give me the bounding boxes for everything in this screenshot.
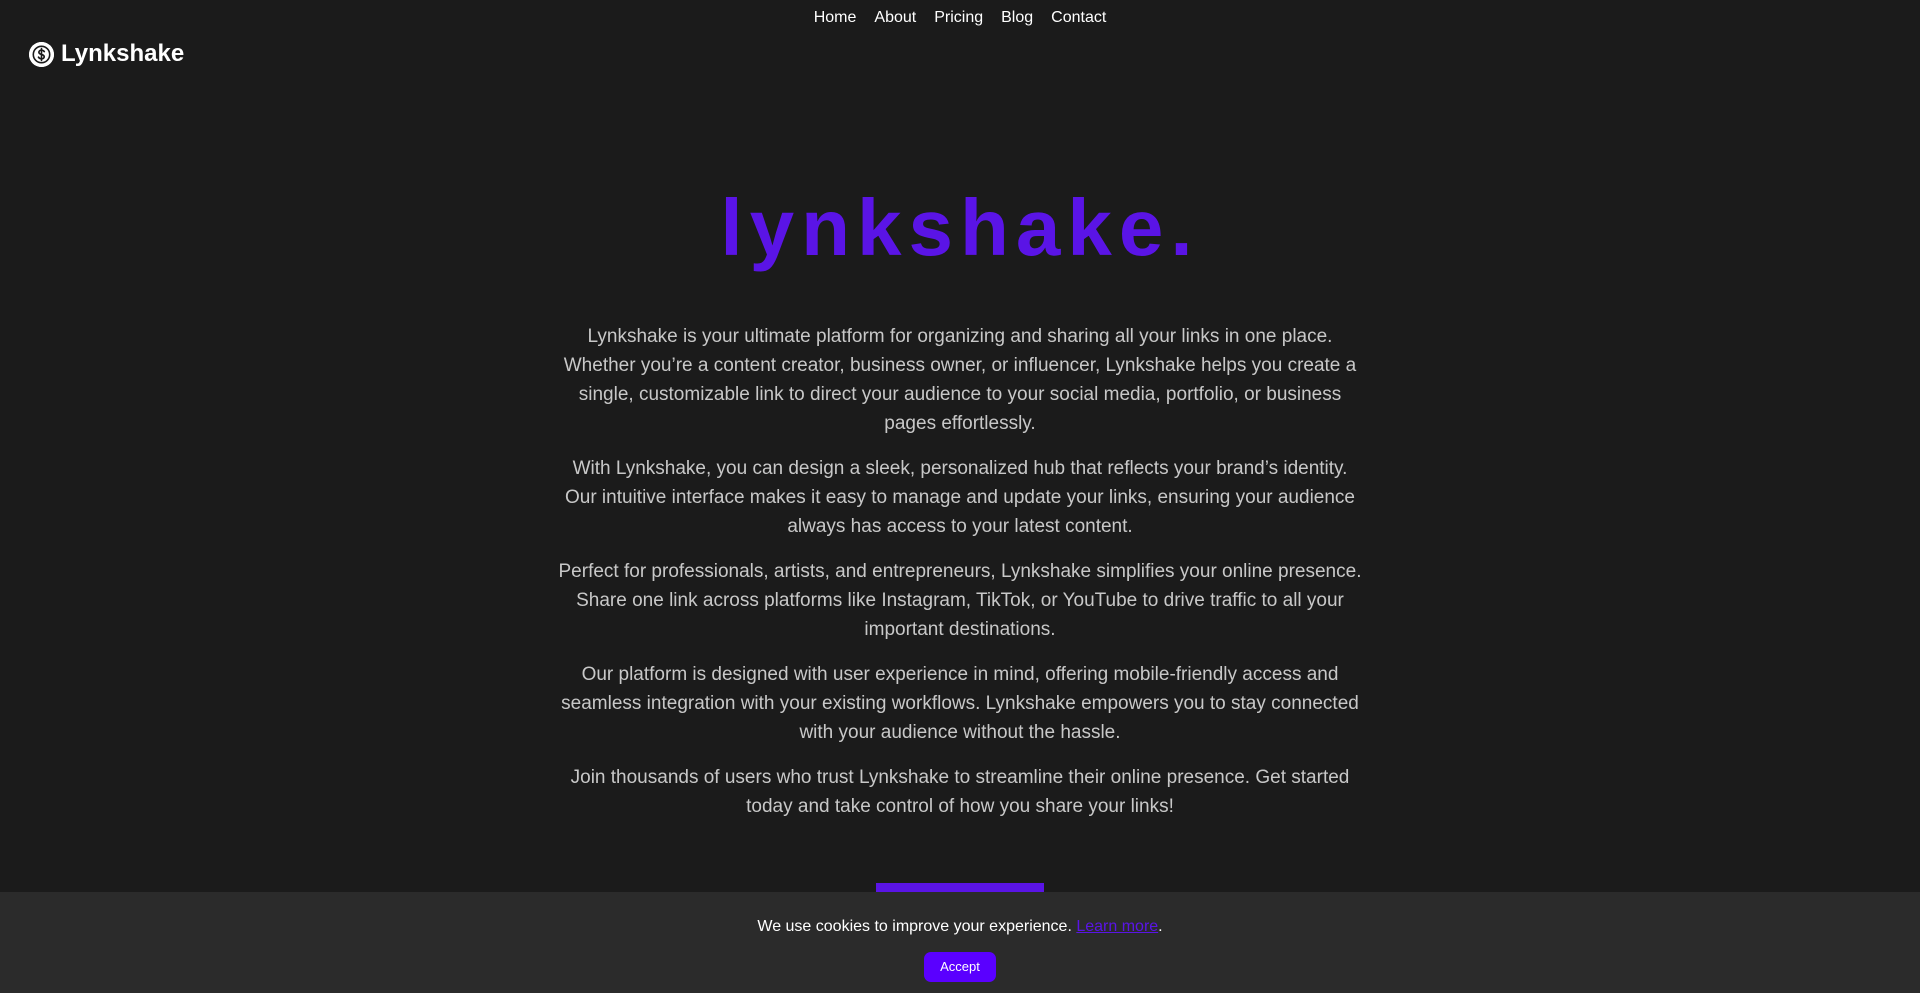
- brand-logo-link[interactable]: [29, 40, 184, 68]
- dollar-circle-icon: [29, 42, 54, 67]
- cookie-message: [0, 917, 1920, 937]
- nav-about-link[interactable]: About: [874, 9, 917, 26]
- about-paragraph: Perfect for professionals, artists, and entrepreneurs, Lynkshake simplifies your online presence. Share one link across platforms like Instagram, TikTok, or YouTube to drive traffic to all your important destinations.: [558, 561, 1362, 640]
- brand-name: Lynkshake: [61, 40, 185, 67]
- nav-contact-link[interactable]: Contact: [1051, 9, 1107, 26]
- about-paragraph: Join thousands of users who trust Lynkshake to streamline their online presence. Get started today and take control of how you share your links!: [570, 767, 1350, 817]
- cookie-banner: [0, 892, 1920, 993]
- about-paragraph: Our platform is designed with user experience in mind, offering mobile-friendly access and seamless integration with your existing workflows. Lynkshake empowers you to stay connected with your audience without the hassle.: [561, 664, 1359, 743]
- about-paragraph: With Lynkshake, you can design a sleek, personalized hub that reflects your brand’s identity. Our intuitive interface makes it easy to manage and update your links, ensuring your audience always has access to your latest content.: [564, 458, 1355, 537]
- about-paragraph: Lynkshake is your ultimate platform for organizing and sharing all your links in one place. Whether you’re a content creator, business owner, or influencer, Lynkshake helps you create a single, customizable link to direct your audience to your social media, portfolio, or business pages effortlessly.: [563, 326, 1357, 434]
- top-nav: [0, 9, 1920, 27]
- nav-blog-link[interactable]: Blog: [1001, 9, 1034, 26]
- cookie-suffix: .: [1158, 918, 1163, 935]
- learn-more-link[interactable]: Learn more: [1076, 918, 1159, 935]
- hero-title: lynkshake.: [720, 183, 1200, 272]
- cookie-text: We use cookies to improve your experience.: [757, 918, 1077, 935]
- nav-home-link[interactable]: Home: [813, 9, 857, 26]
- about-content: [558, 322, 1362, 837]
- accept-cookies-button[interactable]: Accept: [924, 952, 996, 982]
- nav-pricing-link[interactable]: Pricing: [934, 9, 984, 26]
